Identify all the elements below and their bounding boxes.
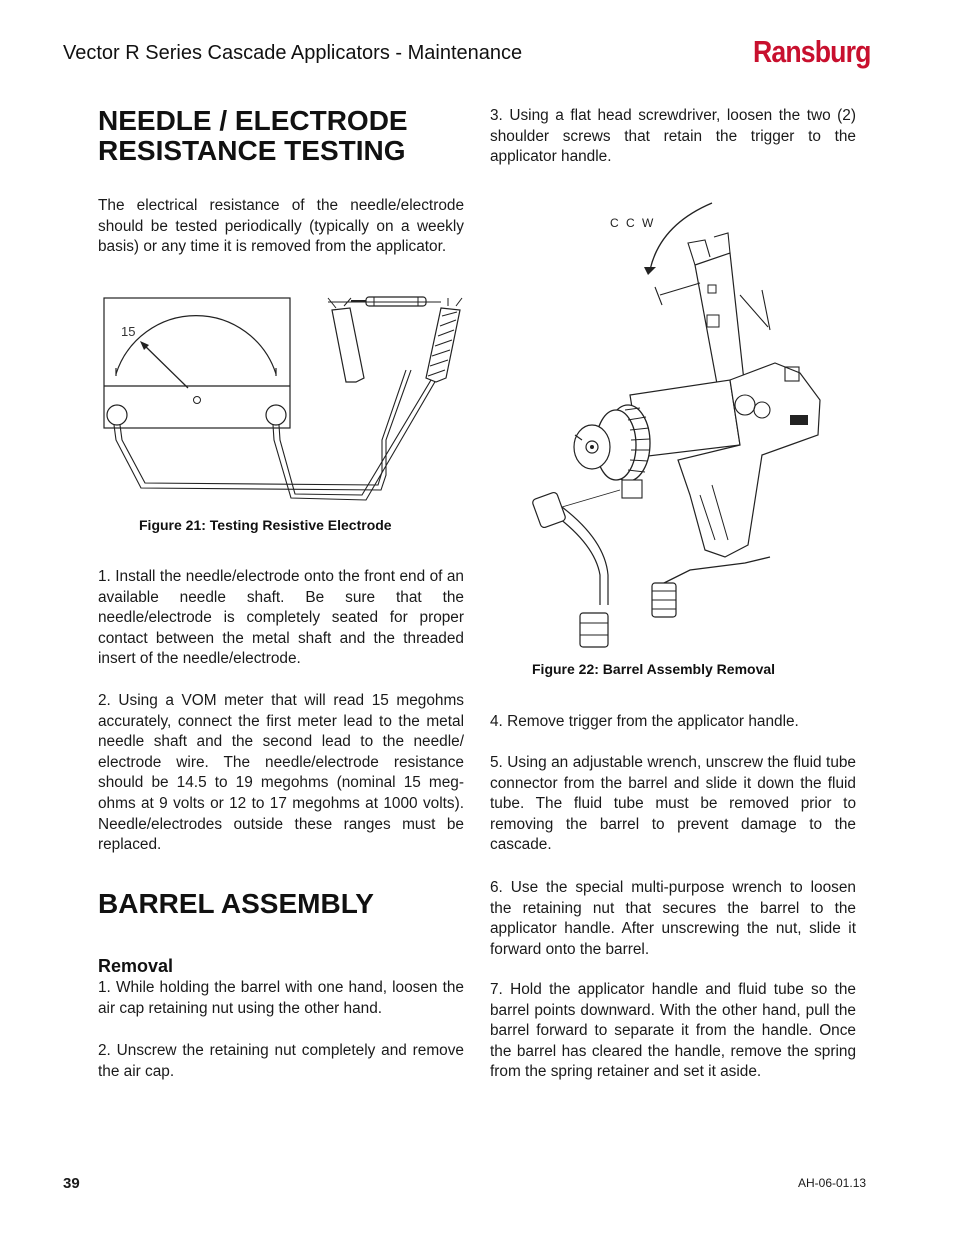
meter-terminal-right — [266, 405, 286, 425]
page-number: 39 — [63, 1175, 80, 1192]
barrel-step2: 2. Unscrew the retaining nut completely and remove the air cap. — [98, 1042, 464, 1080]
tube-end-fitting-top — [532, 491, 567, 528]
tube-end-fitting-bottom — [580, 613, 608, 647]
brand-logo: Ransburg — [753, 34, 871, 69]
barrel-step3: 3. Using a flat head screwdriver, loosen the two (2) shoulder screws that retain the trigger to the applicator handle. — [490, 107, 856, 166]
barrel-step6: 6. Use the special multi-purpose wrench to loosen the retaining nut that secures the barrel to the applicator handle. After unscrewing the nut, slide it forward onto the barrel. — [490, 879, 856, 958]
probe-left — [332, 308, 364, 382]
ccw-arrow — [650, 203, 712, 270]
barrel-heading: BARREL ASSEMBLY — [98, 888, 374, 919]
meter-scale-arc — [116, 316, 276, 374]
meter-pointer — [142, 343, 188, 388]
needle-step1: 1. Install the needle/electrode onto the front end of an available needle shaft. Be sure that the needle/electrode is completely seated for proper contact between the metal shaft and the threaded insert of the needle/electrode. — [98, 568, 464, 668]
ccw-label: C C W — [610, 216, 656, 230]
fluid-tube-connector — [622, 480, 642, 498]
meter-scale-label: 15 — [121, 324, 136, 339]
meter-body — [104, 298, 290, 428]
removal-subheading: Removal — [98, 956, 174, 976]
figure-22-barrel-diagram — [500, 195, 840, 660]
needle-intro: The electrical resistance of the needle/electrode should be tested periodically (typically on a weekly basis) or any time it is removed from the applicator. — [98, 197, 464, 256]
barrel-step5: 5. Using an adjustable wrench, unscrew the fluid tube connector from the barrel and slide it down the fluid tube. The fluid tube must be removed prior to removing the barrel to prevent damage to the cascade. — [490, 754, 856, 854]
barrel-step7: 7. Hold the applicator handle and fluid tube so the barrel points downward. With the other hand, pull the barrel forward to separate it from the handle. Once the barrel has cleared the handle, remove the spring from the spring retainer and set it aside. — [490, 981, 856, 1081]
header-title: Vector R Series Cascade Applicators - Maintenance — [63, 42, 523, 64]
needle-heading-line2: RESISTANCE TESTING — [98, 135, 406, 166]
meter-terminal-left — [107, 405, 127, 425]
barrel-step4: 4. Remove trigger from the applicator handle. — [490, 713, 799, 730]
figure-21-caption: Figure 21: Testing Resistive Electrode — [139, 517, 392, 533]
needle-step2: 2. Using a VOM meter that will read 15 megohms accurately, connect the first meter lead to the metal needle shaft and the second lead to the needle/ electrode wire. The needle/electrode resistance should be 14.5 to 19 megohms (nominal 15 meg-ohms at 9 volts or 12 to 17 megohms at 1000 volts). Needle/electrodes outside these ranges must be replaced. — [98, 692, 464, 854]
barrel-step1: 1. While holding the barrel with one hand, loosen the air cap retaining nut using the other hand. — [98, 979, 464, 1017]
figure-22-caption: Figure 22: Barrel Assembly Removal — [532, 661, 776, 677]
figure-21-meter-diagram — [96, 290, 468, 505]
needle-section-heading — [98, 106, 464, 166]
needle-heading-line1: NEEDLE / ELECTRODE — [98, 105, 408, 136]
document-code: AH-06-01.13 — [798, 1176, 867, 1190]
fluid-tube — [555, 515, 600, 605]
